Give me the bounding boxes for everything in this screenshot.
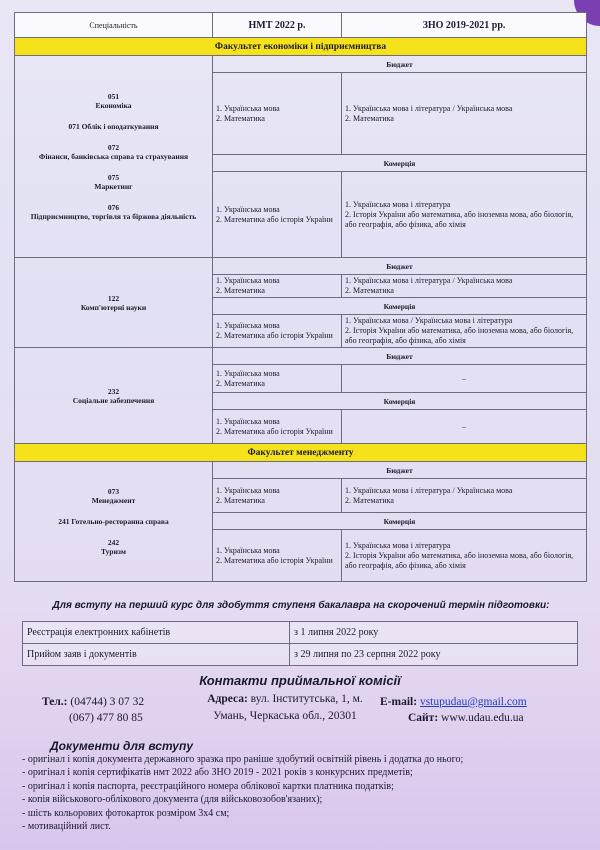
site-link[interactable]: www.udau.edu.ua bbox=[441, 712, 524, 724]
commerce-nmt-cell: 1. Українська мова 2. Математика або історія України bbox=[213, 410, 342, 444]
commerce-label: Комерція bbox=[213, 513, 587, 530]
address-line-1: вул. Інститутська, 1, м. bbox=[250, 693, 363, 705]
faculty-economics-title: Факультет економіки і підприємництва bbox=[15, 38, 587, 56]
budget-zno-dash: – bbox=[342, 365, 587, 393]
date-value: з 1 липня 2022 року bbox=[290, 622, 578, 644]
list-item: - шість кольорових фотокарток розміром 3х4 см; bbox=[22, 807, 230, 819]
faculty-management-title: Факультет менеджменту bbox=[15, 444, 587, 462]
phone-1[interactable]: (04744) 3 07 32 bbox=[70, 696, 145, 708]
budget-nmt-cell: 1. Українська мова 2. Математика bbox=[213, 479, 342, 513]
budget-zno-cell: 1. Українська мова і література / Українська мова 2. Математика bbox=[342, 479, 587, 513]
shortened-term-title: Для вступу на перший курс для здобуття ступеня бакалавра на скорочений термін підготовки: bbox=[52, 600, 550, 611]
address-block bbox=[185, 691, 385, 725]
list-item: - копія військового-облікового документа (для військовозобов'язаних); bbox=[22, 794, 323, 806]
budget-nmt-cell: 1. Українська мова 2. Математика bbox=[213, 73, 342, 155]
header-zno: ЗНО 2019-2021 рр. bbox=[342, 13, 587, 38]
table-row bbox=[23, 622, 578, 644]
list-item: - мотиваційний лист. bbox=[22, 821, 111, 833]
specialty-social-security: 232 Соціальне забезпечення bbox=[15, 348, 213, 444]
date-label: Реєстрація електронних кабінетів bbox=[23, 622, 290, 644]
commerce-label: Комерція bbox=[213, 393, 587, 410]
specialty-computer-science: 122 Комп'ютерні науки bbox=[15, 258, 213, 348]
admission-table bbox=[14, 12, 587, 582]
budget-label: Бюджет bbox=[213, 348, 587, 365]
budget-label: Бюджет bbox=[213, 258, 587, 275]
specialty-group-economics: 051 Економіка 071 Облік і оподаткування 072 Фінанси, банківська справа та страхування 075 Маркетинг 076 Підприємництво, торгівля та біржова діяльність bbox=[15, 56, 213, 258]
list-item: - оригінал і копія сертифікатів нмт 2022 або ЗНО 2019 - 2021 років з конкурсних предметів; bbox=[22, 767, 413, 779]
commerce-zno-cell: 1. Українська мова і література 2. Історія України або математика, або іноземна мова, або біологія, або географія, або фізика, або хімія bbox=[342, 530, 587, 582]
date-value: з 29 липня по 23 серпня 2022 року bbox=[290, 644, 578, 666]
commerce-nmt-cell: 1. Українська мова 2. Математика або історія України bbox=[213, 172, 342, 258]
site-label: Сайт: bbox=[408, 712, 439, 724]
documents-title: Документи для вступу bbox=[50, 739, 193, 753]
commerce-zno-cell: 1. Українська мова / Українська мова і література 2. Історія України або математика, або іноземна мова, або біологія, або географія, або фізика, або хімія bbox=[342, 315, 587, 348]
header-specialty: Спеціальність bbox=[15, 13, 213, 38]
commerce-label: Комерція bbox=[213, 298, 587, 315]
commerce-nmt-cell: 1. Українська мова 2. Математика або історія України bbox=[213, 530, 342, 582]
email-link[interactable]: vstupudau@gmail.com bbox=[419, 696, 527, 708]
date-label: Прийом заяв і документів bbox=[23, 644, 290, 666]
tel-label: Тел.: bbox=[42, 696, 68, 708]
phone-2[interactable]: (067) 477 80 85 bbox=[69, 712, 143, 724]
shortened-dates-table bbox=[22, 621, 578, 666]
budget-label: Бюджет bbox=[213, 56, 587, 73]
budget-zno-cell: 1. Українська мова і література / Українська мова 2. Математика bbox=[342, 275, 587, 298]
email-label: E-mail: bbox=[380, 696, 418, 708]
commerce-nmt-cell: 1. Українська мова 2. Математика або історія України bbox=[213, 315, 342, 348]
documents-list bbox=[22, 753, 592, 833]
budget-nmt-cell: 1. Українська мова 2. Математика bbox=[213, 275, 342, 298]
specialty-group-management: 073 Менеджмент 241 Готельно-ресторанна справа 242 Туризм bbox=[15, 462, 213, 582]
list-item: - оригінал і копія паспорта, реєстраційного номера облікової картки платника податків; bbox=[22, 780, 394, 792]
table-header-row bbox=[15, 13, 587, 38]
budget-zno-cell: 1. Українська мова і література / Українська мова 2. Математика bbox=[342, 73, 587, 155]
contacts-title: Контакти приймальної комісії bbox=[199, 673, 401, 688]
budget-nmt-cell: 1. Українська мова 2. Математика bbox=[213, 365, 342, 393]
list-item: - оригінал і копія документа державного зразка про раніше здобутий освітній рівень і додатка до нього; bbox=[22, 754, 464, 765]
address-line-2: Умань, Черкаська обл., 20301 bbox=[213, 710, 357, 722]
commerce-label: Комерція bbox=[213, 155, 587, 172]
budget-label: Бюджет bbox=[213, 462, 587, 479]
address-label: Адреса: bbox=[207, 693, 248, 705]
email-site-block bbox=[380, 694, 590, 726]
commerce-zno-cell: 1. Українська мова і література 2. Історія України або математика, або іноземна мова, або біологія, або географія, або фізика, або хімія bbox=[342, 172, 587, 258]
commerce-zno-dash: – bbox=[342, 410, 587, 444]
header-nmt: НМТ 2022 р. bbox=[213, 13, 342, 38]
phone-block bbox=[42, 694, 144, 726]
table-row bbox=[23, 644, 578, 666]
